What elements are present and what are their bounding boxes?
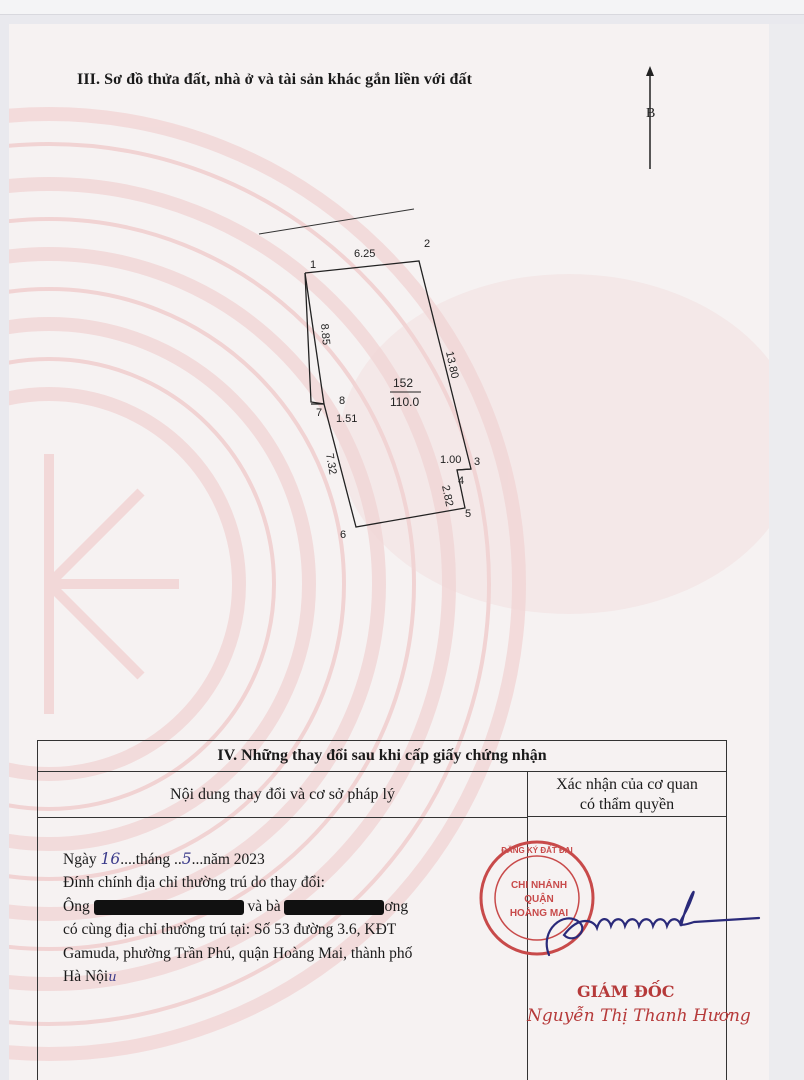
date-month: 5 (181, 850, 192, 868)
point-6: 6 (340, 529, 347, 541)
point-3: 3 (474, 456, 481, 468)
section-3-title: III. Sơ đồ thửa đất, nhà ở và tài sản khác gắn liền với đất (77, 71, 473, 88)
top-bar (0, 0, 804, 15)
entry-line-owners: Ông và bà ơng (63, 897, 409, 915)
entry-date: Ngày 16....tháng ..5...năm 2023 (63, 850, 265, 868)
dim-3-4: 1.00 (440, 454, 462, 466)
dim-7-8: 1.51 (336, 413, 358, 425)
point-4: 4 (458, 475, 465, 487)
dim-7-6: 7.32 (323, 452, 339, 476)
signer-name: Nguyễn Thị Thanh Hương (527, 1006, 751, 1026)
dim-1-2: 6.25 (354, 248, 376, 260)
seal-line2: QUẬN (524, 894, 554, 905)
handwritten-signature (519, 860, 769, 970)
column-header-content: Nội dung thay đổi và cơ sở pháp lý (38, 772, 528, 818)
north-label: B (646, 106, 656, 121)
redacted-name-2 (284, 900, 384, 915)
change-entry (63, 848, 483, 989)
dim-1-8: 8.85 (318, 323, 332, 346)
point-8: 8 (339, 395, 346, 407)
seal-line1: CHI NHÁNH (510, 880, 568, 891)
north-arrow (646, 66, 655, 169)
road-line (259, 209, 414, 234)
signer-title: GIÁM ĐỐC (577, 982, 675, 1001)
seal-ring-text: ĐĂNG KÝ ĐẤT ĐAI (501, 846, 573, 855)
confirmation-header-line1: Xác nhận của cơ quan (556, 776, 698, 793)
confirmation-header-line2: có thẩm quyền (579, 796, 675, 813)
entry-line-address3: Hà Nộiu (63, 968, 117, 986)
redacted-name-1 (94, 900, 244, 915)
section-4-title: IV. Những thay đổi sau khi cấp giấy chứng nhận (38, 741, 726, 772)
parcel-area: 110.0 (390, 395, 420, 409)
entry-line-correction: Đính chính địa chỉ thường trú do thay đổi: (63, 874, 325, 892)
seal-line3: HOÀNG MAI (509, 908, 569, 919)
point-7: 7 (316, 407, 323, 419)
entry-line-address1: có cùng địa chỉ thường trú tại: Số 53 đường 3.6, KĐT (63, 921, 397, 939)
certificate-page (9, 24, 769, 1080)
column-header-confirmation (528, 772, 726, 817)
date-day: 16 (100, 850, 121, 868)
point-2: 2 (424, 238, 431, 250)
entry-line-address2: Gamuda, phường Trần Phú, quận Hoàng Mai, thành phố (63, 944, 413, 962)
page-margin (769, 24, 804, 1080)
point-1: 1 (310, 259, 317, 271)
dim-2-3: 13.80 (443, 350, 461, 380)
dim-4-5: 2.82 (439, 484, 456, 508)
parcel-number: 152 (393, 376, 414, 390)
point-5: 5 (465, 508, 472, 520)
initial-mark: u (108, 970, 117, 986)
